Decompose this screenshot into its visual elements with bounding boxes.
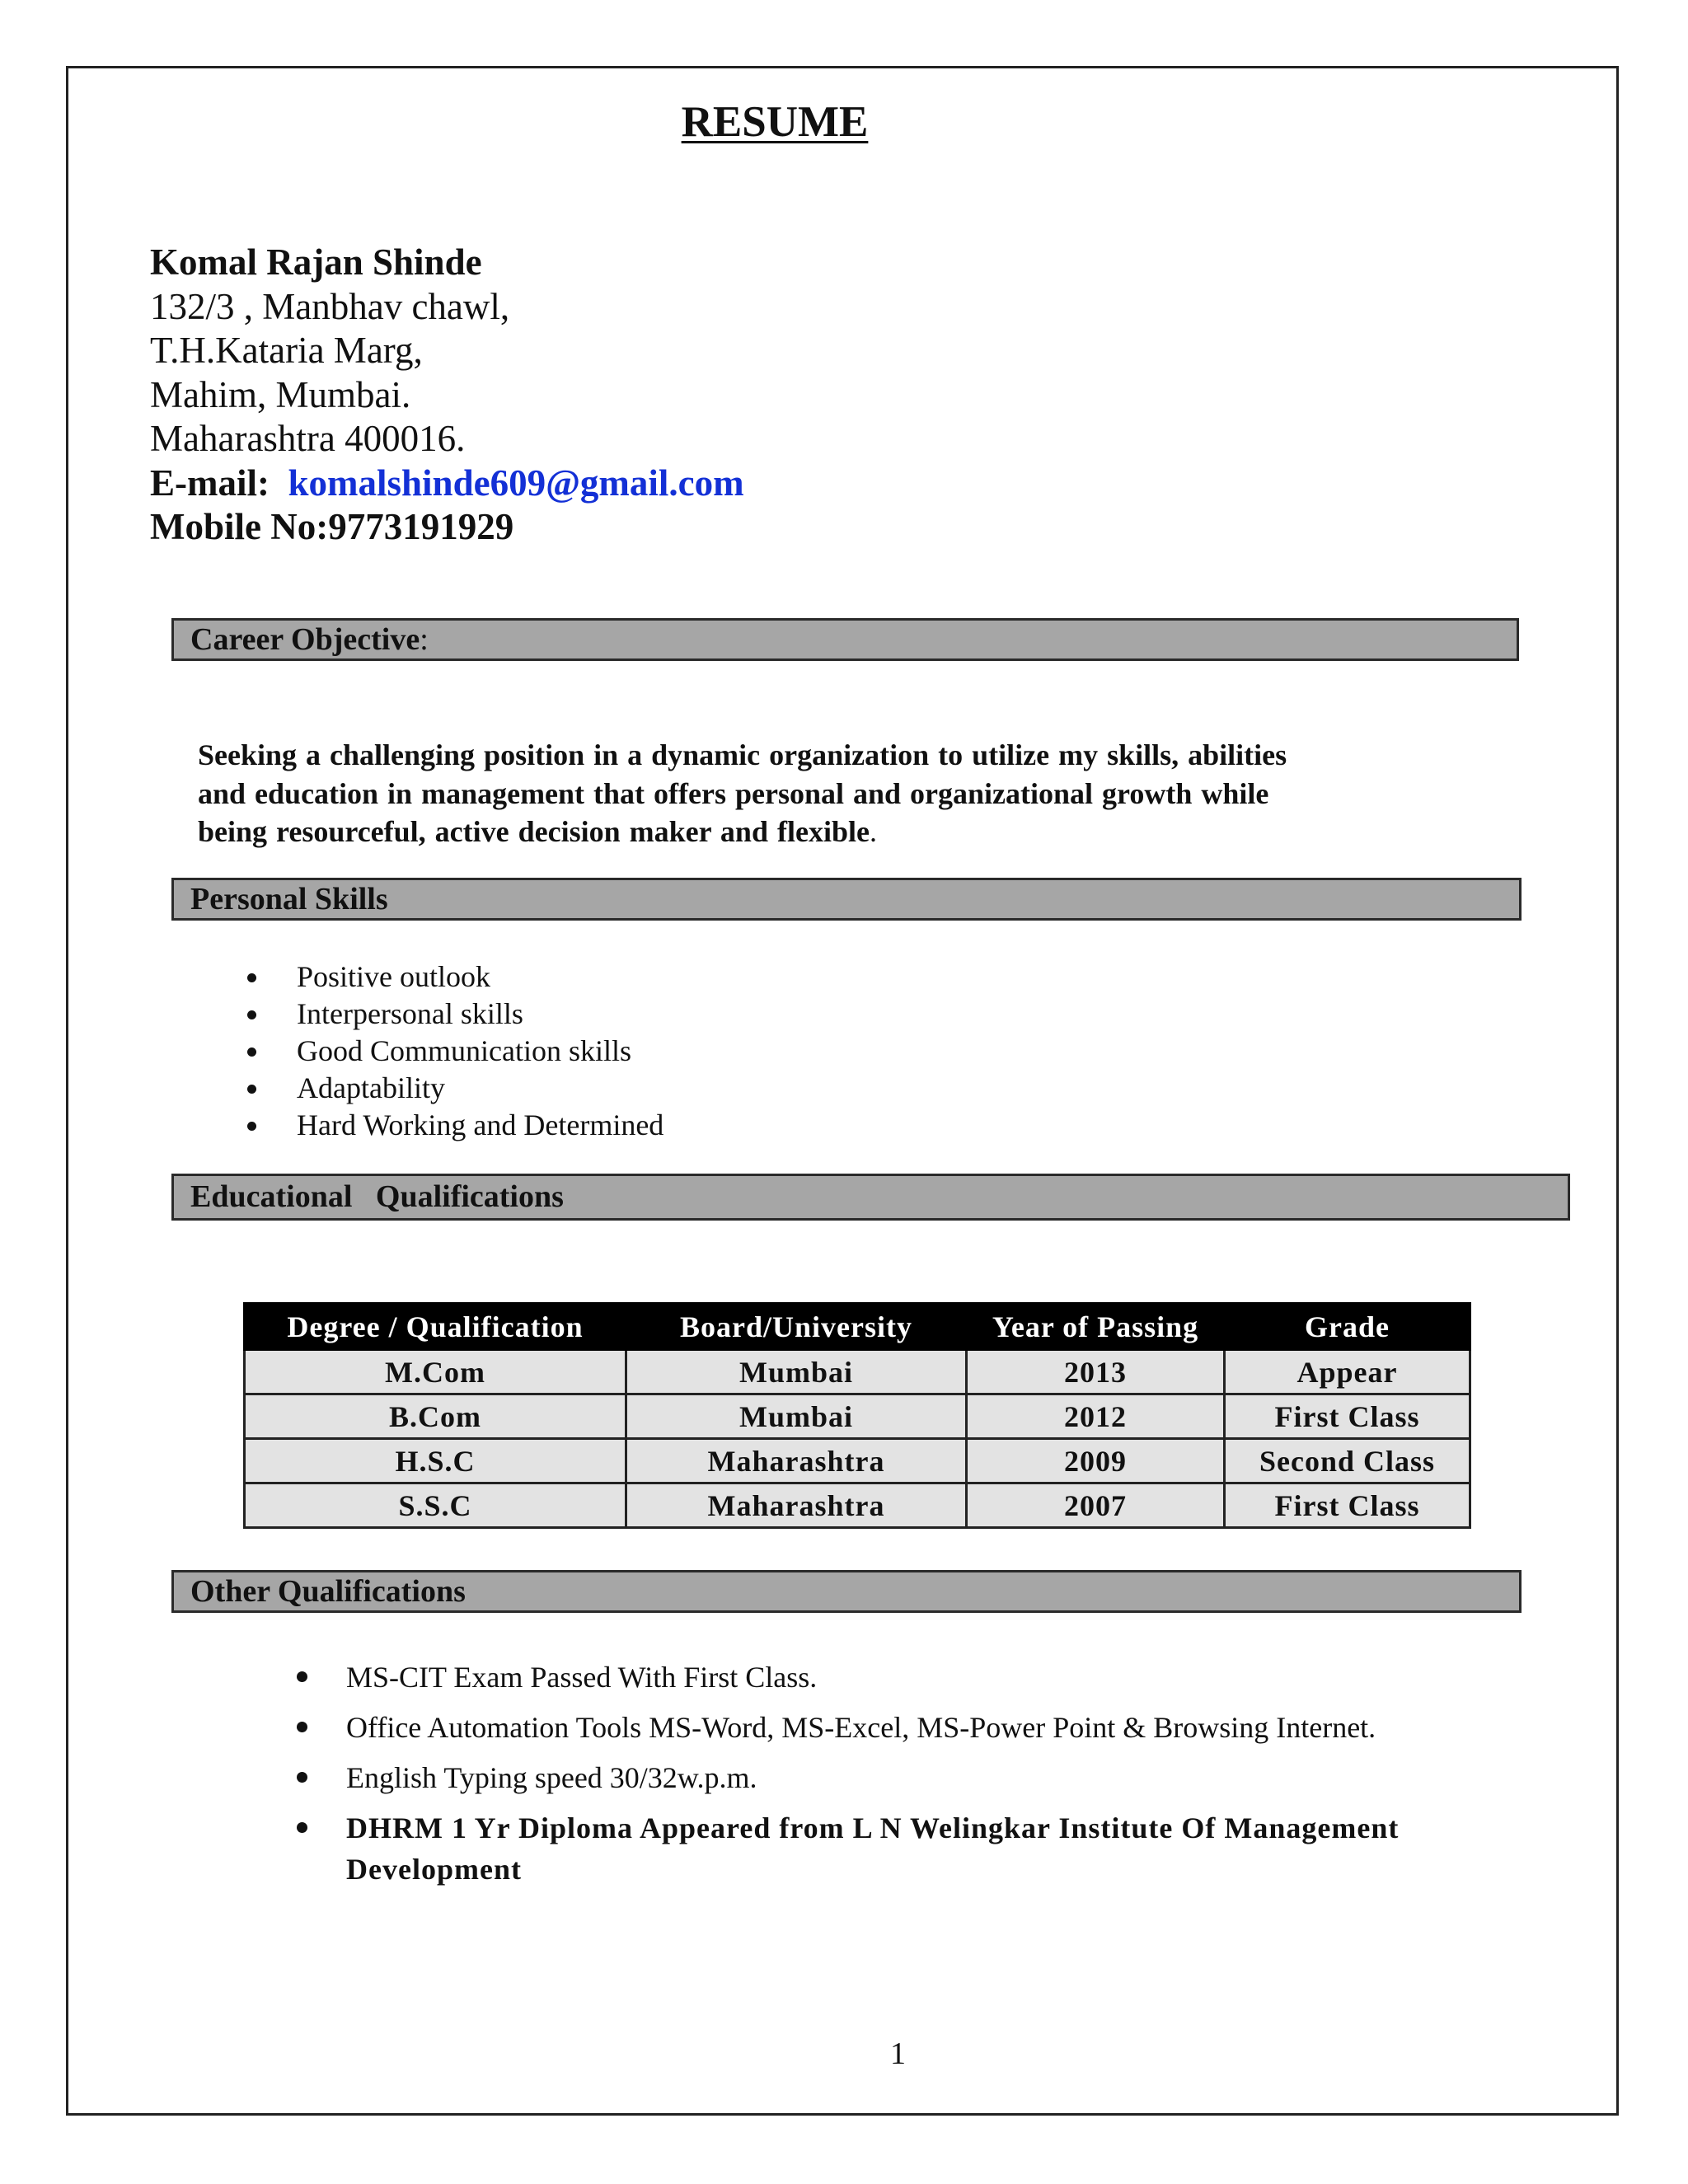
table-row <box>245 1394 1470 1439</box>
career-objective-colon: : <box>420 622 429 657</box>
table-cell: Appear <box>1225 1350 1470 1394</box>
resume-title: RESUME <box>681 98 869 146</box>
table-cell: 2007 <box>967 1483 1225 1528</box>
table-cell: 2012 <box>967 1394 1225 1439</box>
table-cell: 2013 <box>967 1350 1225 1394</box>
mobile-number: 9773191929 <box>328 506 514 547</box>
table-row <box>245 1483 1470 1528</box>
table-cell: Second Class <box>1225 1439 1470 1483</box>
personal-skills-heading-text: Personal Skills <box>190 882 388 916</box>
list-item: Positive outlook <box>247 958 663 996</box>
table-row <box>245 1350 1470 1394</box>
table-cell: H.S.C <box>245 1439 626 1483</box>
list-item: MS-CIT Exam Passed With First Class. <box>297 1657 1451 1698</box>
list-item: Interpersonal skills <box>247 996 663 1033</box>
table-cell: Maharashtra <box>626 1483 967 1528</box>
list-item: Adaptability <box>247 1070 663 1107</box>
personal-skills-list <box>247 958 663 1144</box>
email-link[interactable]: komalshinde609@gmail.com <box>288 462 744 504</box>
mobile-label: Mobile No: <box>150 506 329 547</box>
table-cell: Maharashtra <box>626 1439 967 1483</box>
column-header: Year of Passing <box>967 1304 1225 1350</box>
career-objective-heading-text: Career Objective <box>190 622 420 657</box>
list-item: English Typing speed 30/32w.p.m. <box>297 1757 1451 1798</box>
objective-line-1: Seeking a challenging position in a dynamic organization to utilize my skills, abilities <box>198 738 1287 771</box>
address-line-1: 132/3 , Manbhav chawl, <box>150 285 510 327</box>
contact-block <box>150 241 744 550</box>
objective-line-3-period: . <box>869 815 877 848</box>
mobile-row <box>150 505 744 550</box>
personal-skills-heading <box>171 878 1522 921</box>
other-qualifications-heading <box>171 1570 1522 1613</box>
table-cell: 2009 <box>967 1439 1225 1483</box>
column-header: Board/University <box>626 1304 967 1350</box>
career-objective-heading <box>171 618 1519 661</box>
table-cell: First Class <box>1225 1394 1470 1439</box>
page-number: 1 <box>890 2036 906 2071</box>
other-qualifications-heading-text: Other Qualifications <box>190 1574 466 1609</box>
email-label: E-mail: <box>150 462 270 504</box>
objective-line-3-text: being resourceful, active decision maker and flexible <box>198 815 870 848</box>
list-item: Hard Working and Determined <box>247 1107 663 1144</box>
table-cell: Mumbai <box>626 1350 967 1394</box>
education-heading-text: Educational Qualifications <box>190 1179 564 1214</box>
education-table <box>243 1302 1471 1529</box>
address-line-2: T.H.Kataria Marg, <box>150 330 423 371</box>
table-cell: Mumbai <box>626 1394 967 1439</box>
column-header: Degree / Qualification <box>245 1304 626 1350</box>
career-objective-text <box>198 736 1434 851</box>
table-cell: M.Com <box>245 1350 626 1394</box>
address-line-3: Mahim, Mumbai. <box>150 373 411 415</box>
list-item: Good Communication skills <box>247 1033 663 1070</box>
objective-line-3 <box>198 813 1434 851</box>
address-line-4: Maharashtra 400016. <box>150 418 466 459</box>
other-qualifications-list <box>297 1657 1451 1899</box>
table-header-row <box>245 1304 1470 1350</box>
education-heading <box>171 1174 1570 1221</box>
table-cell: S.S.C <box>245 1483 626 1528</box>
table-row <box>245 1439 1470 1483</box>
list-item: Office Automation Tools MS-Word, MS-Excel, MS-Power Point & Browsing Internet. <box>297 1707 1451 1748</box>
column-header: Grade <box>1225 1304 1470 1350</box>
candidate-name: Komal Rajan Shinde <box>150 241 482 283</box>
email-row <box>150 462 744 506</box>
objective-line-2: and education in management that offers personal and organizational growth while <box>198 776 1269 810</box>
table-cell: First Class <box>1225 1483 1470 1528</box>
table-cell: B.Com <box>245 1394 626 1439</box>
list-item: DHRM 1 Yr Diploma Appeared from L N Welingkar Institute Of Management Development <box>297 1807 1451 1890</box>
